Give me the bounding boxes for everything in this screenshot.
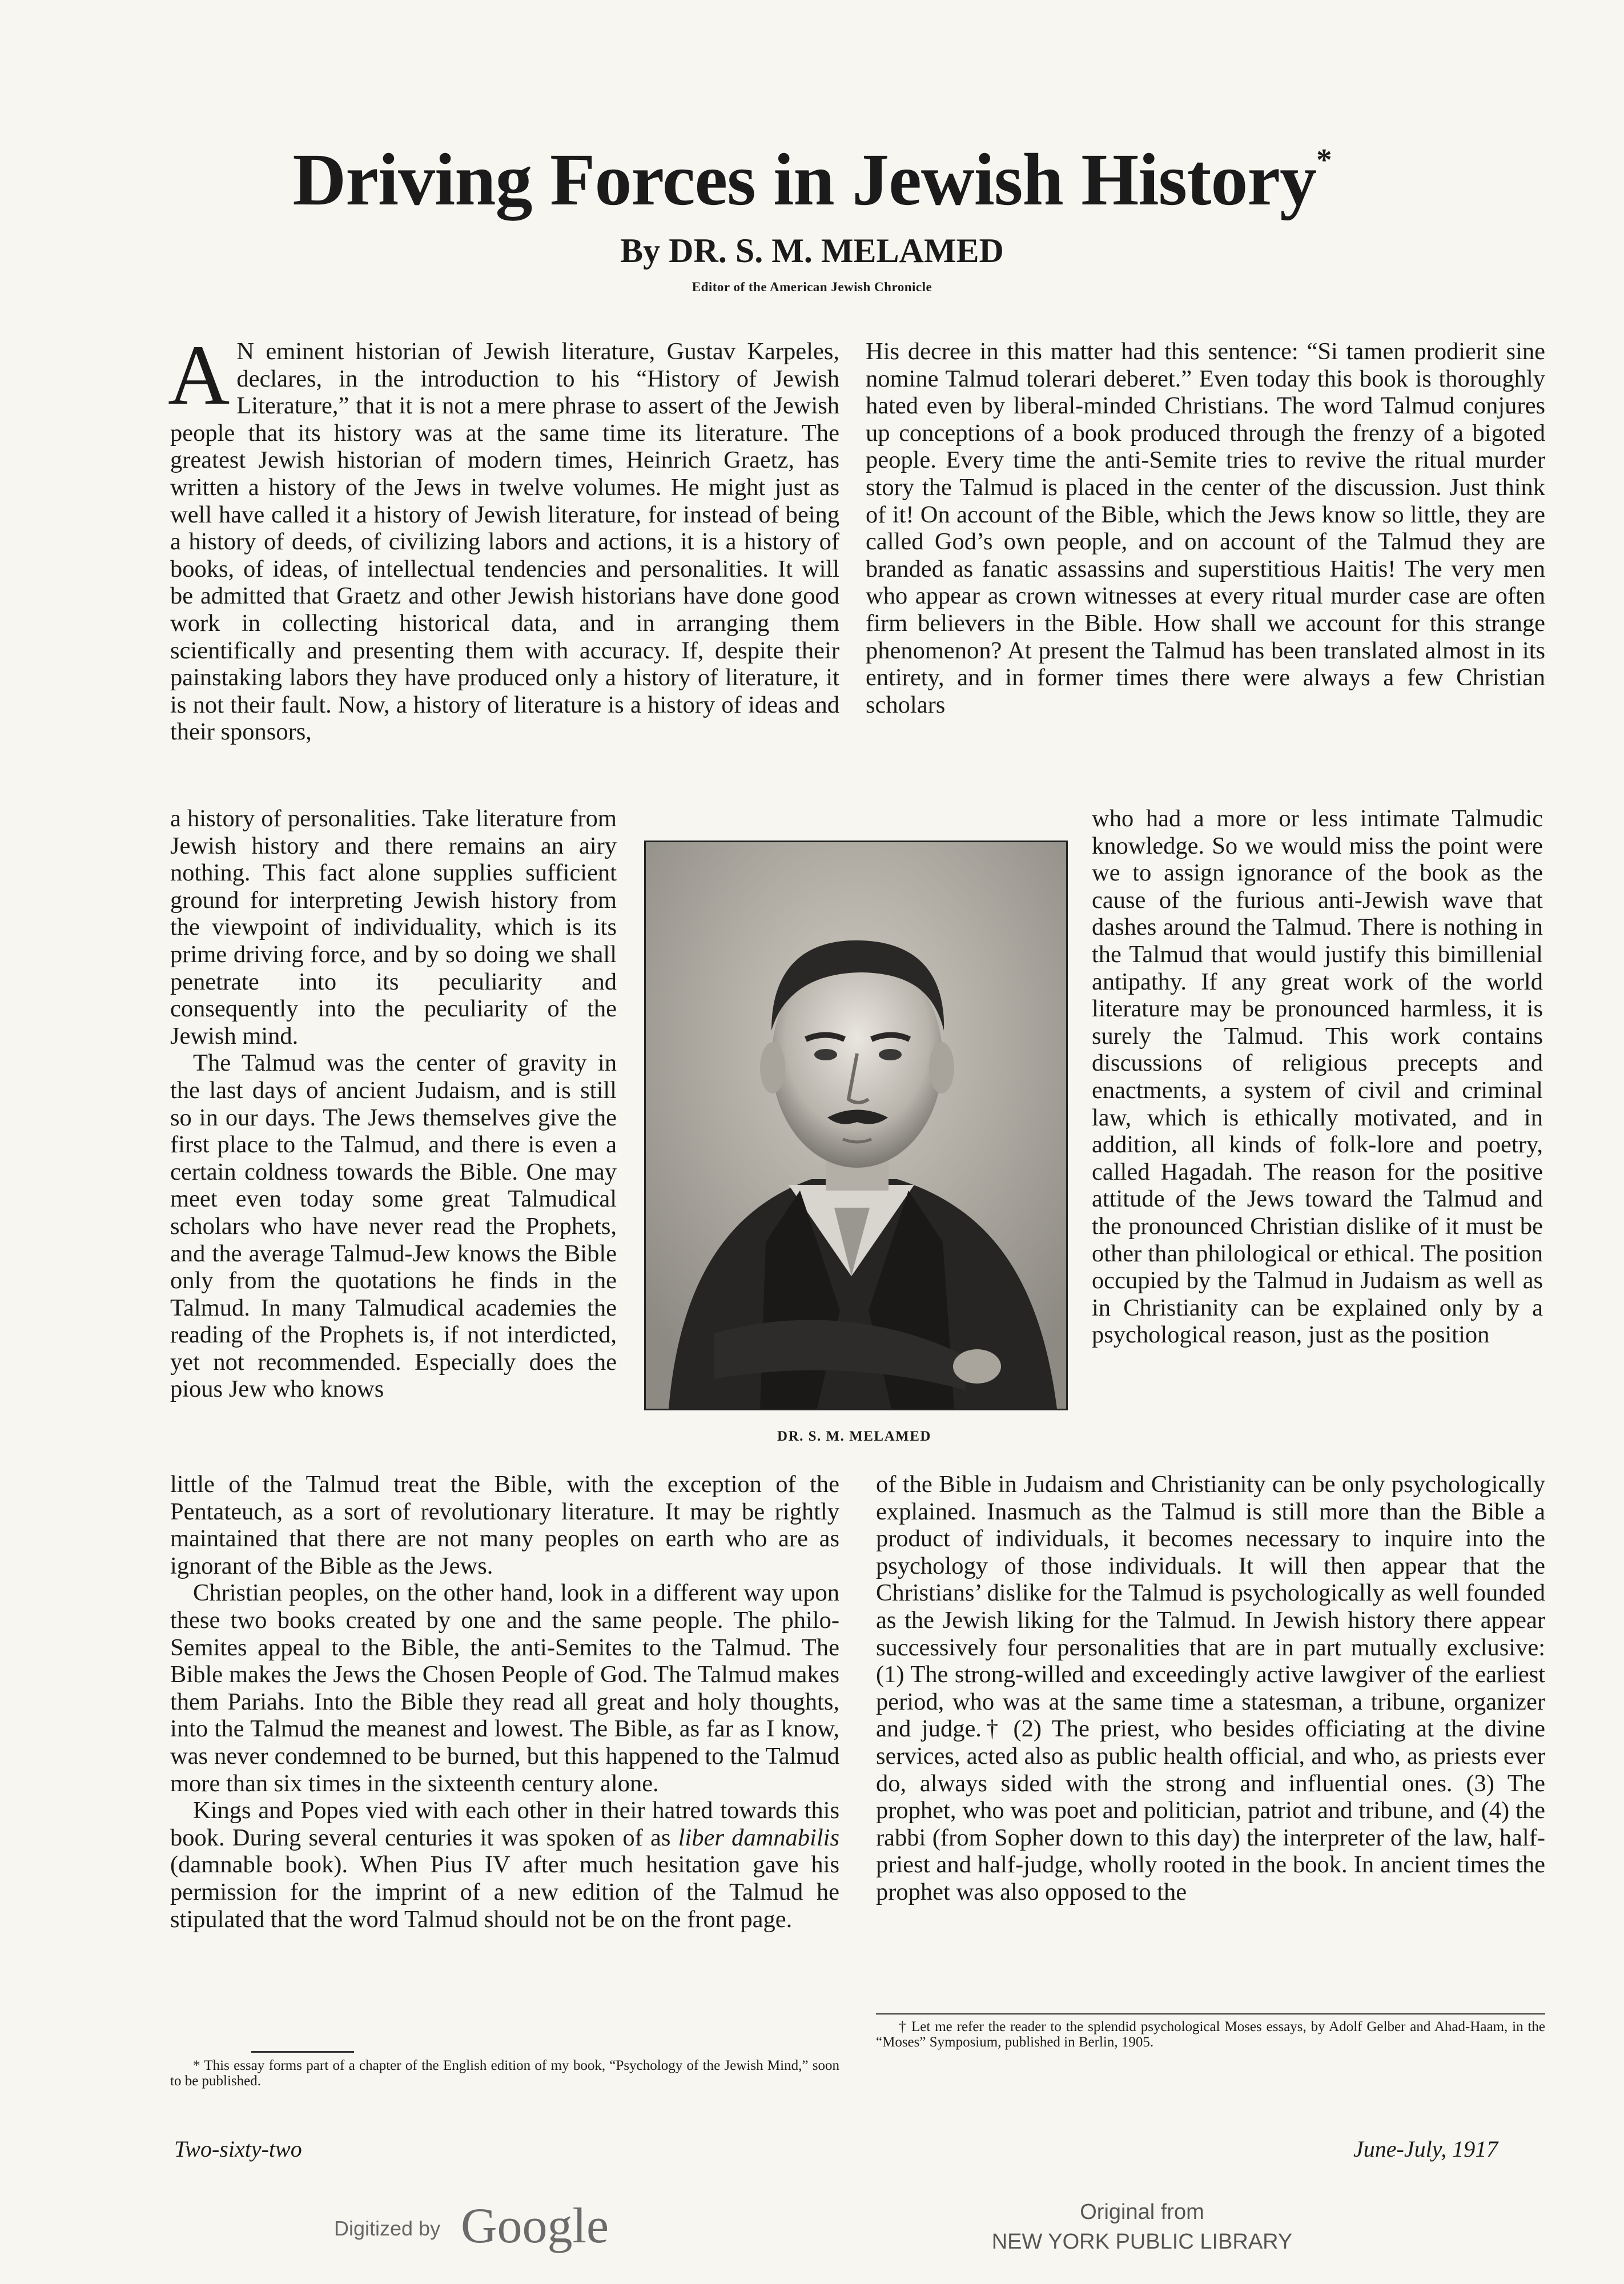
source-library-watermark (971, 2197, 1313, 2257)
right-column-bottom (876, 1471, 1545, 1906)
left-column-bottom (170, 1471, 839, 1933)
right-column-beside-photo (1092, 805, 1543, 1349)
footnote-text: † Let me refer the reader to the splendid psychological Moses essays, by Adolf Gelber and Ahad-Haam, in the “Moses” Symposium, published in Berlin, 1905. (876, 2019, 1545, 2050)
paragraph: His decree in this matter had this sentence: “Si tamen prodierit sine nomine Talmud tolerari deberet.” Even today this book is thoroughly hated even by liberal-minded Christians. The word Talmud conjures up conceptions of a book produced through the frenzy of a bigoted people. Every time the anti-Semite tries to revive the ritual murder story the Talmud is placed in the center of the discussion. Just think of it! On account of the Bible, which the Jews know so little, they are called God’s own people, and on account of the Talmud they are branded as fanatic assassins and superstitious Haitis! The very men who appear as crown witnesses at every ritual murder case are often firm believers in the Bible. How shall we account for this strange phenomenon? At present the Talmud has been translated almost in its entirety, and in former times there were always a few Christian scholars (866, 338, 1545, 718)
byline-subtitle: Editor of the American Jewish Chronicle (692, 280, 932, 294)
byline: By DR. S. M. MELAMED (620, 232, 1004, 270)
portrait-photo (644, 841, 1068, 1410)
google-logo: Google (461, 2198, 609, 2254)
title-footnote-mark: * (1316, 142, 1332, 177)
paragraph-continued: a history of personalities. Take literature from Jewish history and there remains an airy nothing. This fact alone supplies sufficient ground for interpreting Jewish history from the viewpoint of individuality, which is its prime driving force, and by so doing we shall penetrate into its peculiarity and consequently into the peculiarity of the Jewish mind. (170, 805, 617, 1049)
article-title (0, 137, 1624, 223)
footnote-rule (251, 2051, 354, 2053)
paragraph-continued: who had a more or less intimate Talmudic knowledge. So we would miss the point were we to assign ignorance of the book as the cause of the furious anti-Jewish wave that dashes around the Talmud. There is nothing in the Talmud that would justify this bimillenial antipathy. If any great work of the world literature may be pronounced harmless, it is surely the Talmud. This work contains discussions of religious precepts and enactments, a system of civil and criminal law, which is ethically motivated, and in addition, all kinds of folk-lore and poetry, called Hagadah. The reason for the positive attitude of the Jews toward the Talmud and the pronounced Christian dislike of it must be other than philological or ethical. The position occupied by the Talmud in Judaism as well as in Christianity can be explained only by a psychological reason, just as the position (1092, 805, 1543, 1349)
digitized-by-watermark (334, 2197, 642, 2254)
photo-caption: DR. S. M. MELAMED (777, 1429, 931, 1444)
page-number: Two-sixty-two (174, 2136, 302, 2162)
original-from-label: Original from (1080, 2200, 1204, 2224)
footnote-rule (876, 2013, 1545, 2014)
paragraph-continued: of the Bible in Judaism and Christianity can be only psychologically explained. Inasmuch as the Talmud is still more than the Bible a product of individuals, it becomes necessary to inquire into the psychology of those individuals. It will then appear that the Christians’ dislike for the Talmud is psychologically as well founded as the Jewish liking for the Talmud. In Jewish history there appear successively four personalities that are in part mutually exclusive: (1) The strong-willed and exceedingly active lawgiver of the earliest period, who was at the same time a statesman, a tribune, organizer and judge.† (2) The priest, who besides officiating at the divine services, acted also as public health official, and who, as priests ever do, always sided with the strong and influential ones. (3) The prophet, who was poet and politician, patriot and tribune, and (4) the rabbi (from Sopher down to this day) the interpreter of the law, half-priest and half-judge, wholly rooted in the book. In ancient times the prophet was also opposed to the (876, 1471, 1545, 1905)
footnote-text: * This essay forms part of a chapter of the English edition of my book, “Psychology of the Jewish Mind,” soon to be published. (170, 2058, 839, 2089)
digitized-by-label: Digitized by (334, 2217, 441, 2240)
paragraph-text: Kings and Popes vied with each other in their hatred towards this book. During several centuries it was spoken of as (170, 1797, 839, 1851)
paragraph (170, 1797, 839, 1933)
latin-phrase: liber damnabilis (678, 1824, 839, 1851)
library-name: NEW YORK PUBLIC LIBRARY (991, 2230, 1293, 2254)
left-column-top (168, 328, 839, 746)
footnote-left (170, 2058, 839, 2089)
paragraph-text: N eminent historian of Jewish literature, Gustav Karpeles, declares, in the introduction to his “History of Jewish Literature,” that it is not a mere phrase to assert of the Jewish people that its history was at the same time its literature. The greatest Jewish historian of modern times, Heinrich Graetz, has written a history of the Jews in twelve volumes. He might just as well have called it a history of Jewish literature, for instead of being a history of deeds, of civilizing labors and actions, it is a history of books, of ideas, of intellectual tendencies and personalities. It will be admitted that Graetz and other Jewish historians have done good work in collecting historical data, and in arranging them scientifically and presenting them with accuracy. If, despite their painstaking labors they have produced only a history of literature, it is not their fault. Now, a history of literature is a history of ideas and their sponsors, (170, 338, 839, 746)
paragraph: The Talmud was the center of gravity in the last days of ancient Judaism, and is still so in our days. The Jews themselves give the first place to the Talmud, and there is even a certain coldness towards the Bible. One may meet even today some great Talmudical scholars who have never read the Prophets, and the average Talmud-Jew knows the Bible only from the quotations he finds in the Talmud. In many Talmudical academies the reading of the Prophets is, if not interdicted, yet not recommended. Especially does the pious Jew who knows (170, 1049, 617, 1403)
paragraph-continued: little of the Talmud treat the Bible, with the exception of the Pentateuch, as a sort of revolutionary literature. It may be rightly maintained that there are not many peoples on earth who are as ignorant of the Bible as the Jews. (170, 1471, 839, 1579)
article-title-text: Driving Forces in Jewish History (292, 139, 1317, 221)
portrait-image (646, 842, 1066, 1409)
drop-cap: A (168, 328, 230, 423)
paragraph-text: (damnable book). When Pius IV after much hesitation gave his permission for the imprint of a new edition of the Talmud he stipulated that the word Talmud should not be on the front page. (170, 1851, 839, 1933)
paragraph: Christian peoples, on the other hand, look in a different way upon these two books created by one and the same people. The philo-Semites appeal to the Bible, the anti-Semites to the Talmud. The Bible makes the Jews the Chosen People of God. The Talmud makes them Pariahs. Into the Bible they read all great and holy thoughts, into the Talmud the meanest and lowest. The Bible, as far as I know, was never condemned to be burned, but this happened to the Talmud more than six times in the sixteenth century alone. (170, 1579, 839, 1797)
left-column-beside-photo (170, 805, 617, 1403)
issue-date: June-July, 1917 (1353, 2136, 1498, 2162)
right-column-top (866, 338, 1545, 718)
footnote-right (876, 2019, 1545, 2050)
paragraph (168, 328, 839, 746)
